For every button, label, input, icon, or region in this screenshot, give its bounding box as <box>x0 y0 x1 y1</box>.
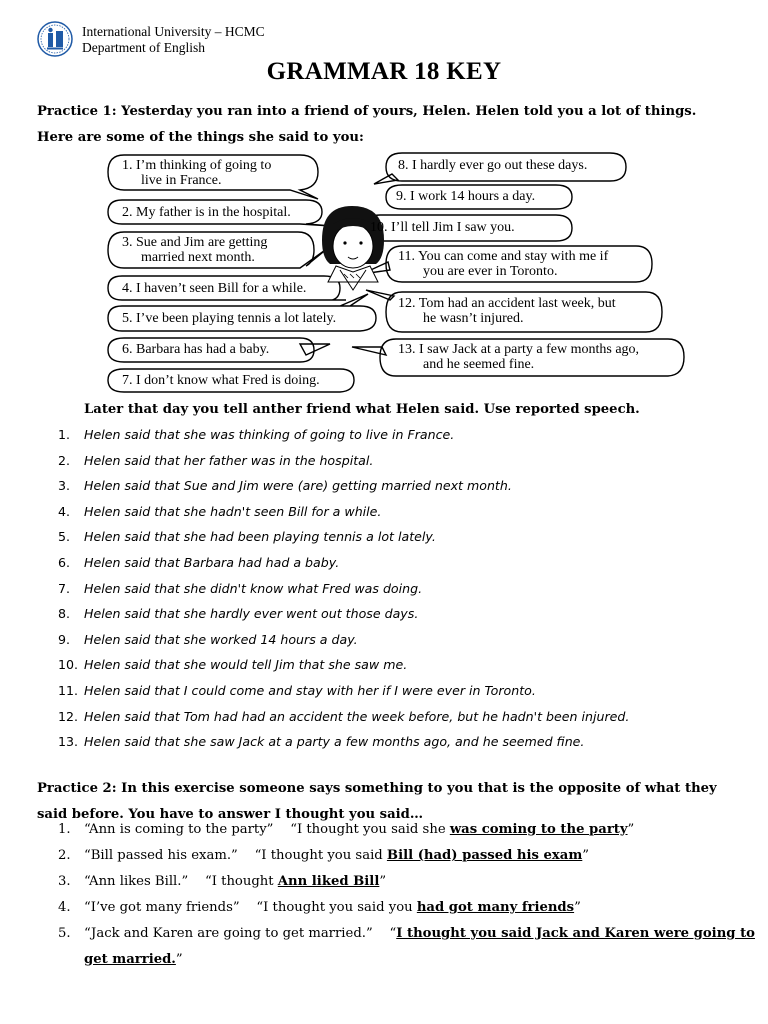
answer-underlined: get married. <box>84 952 176 967</box>
bubble-5-text: 5. I’ve been playing tennis a lot lately. <box>122 311 337 326</box>
answer-underlined: Bill (had) passed his exam <box>386 848 583 863</box>
bubble-10-text: 10. I’ll tell Jim I saw you. <box>370 220 515 235</box>
page-title: GRAMMAR 18 KEY <box>266 58 502 85</box>
helen-portrait-icon <box>322 206 384 290</box>
university-name: International University – HCMC <box>82 24 265 39</box>
bubble-12-text: 12. Tom had an accident last week, but he wasn’t injured. <box>398 296 616 326</box>
worksheet-page: International University – HCMC Department of English GRAMMAR 18 KEY Practice 1: Yesterday you ran into a friend of yours, Helen. Helen told you a lot of things. Here are some of the things she said to you: 1. I’m thinking of going to live in France. 2. My father is in the hospital. 3. Sue and Jim are getting married next month. 4. I haven’t seen Bill for a while. 5. I’ve been playing tennis a lot lately. 6. Barbara has had a baby. 7. I don’t know what Fred is doing. 8. I hardly ever go out these days. 9. I work 14 hours a day. 10. I’ll tell Jim I saw you. 11. You can come and stay with me if you are ever in Toronto. 12. Tom had an accident last week, but he wasn’t injured. 13. I saw Jack at a party a few months ago, and he seemed fine. Later that day you tell anther friend what Helen said. Use reported speech. 1. Helen said that she was thinking of going to live in France. 2. Helen said that her father was in the hospital. 3. Helen said that Sue and Jim were (are) getting married next month. 4. Helen said that she hadn't seen Bill for a while. 5. Helen said that she had been playing tennis a lot lately. 6. Helen said that Barbara had had a baby. 7. Helen said that she didn't know what Fred was doing. 8. Helen said that she hardly ever went out those days. 9. Helen said that she worked 14 hours a day. 10. Helen said that she would tell Jim that she saw me. 11. Helen said that I could come and stay with her if I were ever in Toronto. 12. Helen said that Tom had had an accident the week before, but he hadn't been injured. 13. Helen said that she saw Jack at a party a few months ago, and he seemed fine. Practice 2: In this exercise someone says something to you that is the opposite of what they said before. You have to answer I thought you said… 1. “Ann is coming to the party” “I thought you said she was coming to the party” 2. “Bill passed his exam.” “I thought you said Bill (had) passed his exam” 3. “Ann likes Bill.” “I thought Ann liked Bill” 4. “I’ve got many friends” “I thought you said you had got many friends” 5. “Jack and Karen are going to get married.” “I thought you said Jack and Karen were going to get married.” <box>0 0 768 1024</box>
practice2-instruction: Practice 2: In this exercise someone says something to you that is the opposite of what they said before. You have to answer I thought you said… <box>37 781 717 822</box>
answer-underlined: had got many friends <box>416 900 575 915</box>
bubble-2-text: 2. My father is in the hospital. <box>122 205 291 220</box>
bubble-6-text: 6. Barbara has had a baby. <box>122 342 270 357</box>
speech-bubble-illustration <box>0 0 768 400</box>
answer-underlined: Ann liked Bill <box>277 874 380 889</box>
answer-underlined: I thought you said Jack and Karen were going to <box>396 926 755 941</box>
practice1-instruction: Practice 1: Yesterday you ran into a friend of yours, Helen. Helen told you a lot of things. Here are some of the things she said to you: <box>37 104 697 145</box>
bubble-1-text: 1. I’m thinking of going to live in France. <box>122 158 272 188</box>
bubble-11-text: 11. You can come and stay with me if you are ever in Toronto. <box>398 249 609 279</box>
bubble-4-text: 4. I haven’t seen Bill for a while. <box>122 281 307 296</box>
bubble-8-text: 8. I hardly ever go out these days. <box>398 158 588 173</box>
department-name: Department of English <box>82 40 205 55</box>
bubble-7-text: 7. I don’t know what Fred is doing. <box>122 373 320 388</box>
bubble-3-text: 3. Sue and Jim are getting married next month. <box>122 235 268 265</box>
bubble-13-text: 13. I saw Jack at a party a few months ago, and he seemed fine. <box>398 342 640 372</box>
reported-speech-instruction: Later that day you tell anther friend what Helen said. Use reported speech. <box>84 402 640 417</box>
bubble-9-text: 9. I work 14 hours a day. <box>396 189 536 204</box>
answer-underlined: was coming to the party <box>449 822 628 837</box>
